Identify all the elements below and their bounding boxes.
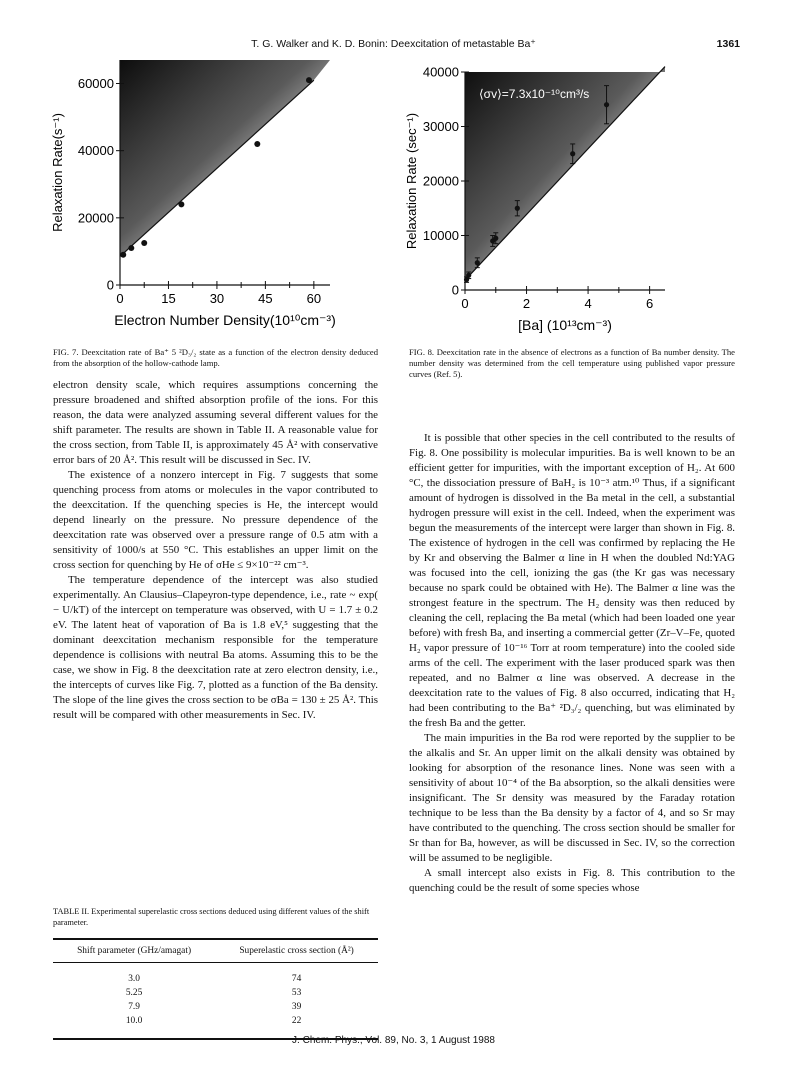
shaded-background — [120, 60, 330, 256]
y-tick-label: 30000 — [422, 119, 459, 134]
fig8-caption: FIG. 8. Deexcitation rate in the absence of electrons as a function of Ba number density. The number density was determined from the cell temperature using published vapor pressure curves (Ref. 5). — [409, 347, 735, 379]
x-tick-label: 6 — [645, 296, 654, 311]
table-cell: 39 — [291, 1002, 302, 1012]
figure-8 — [400, 62, 720, 337]
x-tick-label: 2 — [522, 296, 531, 311]
x-tick-label: 0 — [461, 296, 469, 311]
table-cell: 74 — [291, 974, 302, 984]
data-point — [515, 206, 520, 211]
table-cell: 10.0 — [125, 1016, 143, 1026]
data-point — [128, 245, 134, 251]
y-tick-label: 40000 — [422, 64, 459, 80]
data-point — [493, 236, 498, 241]
y-axis-label: Relaxation Rate(s⁻¹) — [50, 113, 65, 232]
y-tick-label: 20000 — [77, 210, 114, 226]
chart-annotation: ⟨σv⟩=7.3x10⁻¹⁰cm³/s — [479, 87, 590, 101]
data-point — [306, 77, 312, 83]
table-row — [53, 986, 378, 1000]
x-axis-label: Electron Number Density(10¹⁰cm⁻³) — [114, 312, 336, 328]
table-ii — [53, 906, 378, 1040]
x-axis-label: [Ba] (10¹³cm⁻³) — [518, 317, 612, 333]
table-caption: TABLE II. Experimental superelastic cross sections deduced using different values of the shift parameter. — [53, 907, 370, 927]
left-paragraph-1: electron density scale, which requires assumptions concerning the pressure broadened and shifted absorption profile of the ions. For this reason, the data were analyzed assuming several different values for the shift parameter. The results are shown in Table II. A reasonable value for the cross section, from Table II, is approximately 45 Å² with conservative error bars of 20 Å². This result will be discussed in Sec. IV. — [53, 379, 378, 466]
y-tick-label: 10000 — [422, 228, 459, 243]
table-row — [53, 963, 378, 987]
data-point — [475, 260, 480, 265]
running-header — [0, 38, 787, 54]
left-column — [53, 378, 378, 723]
table-cell: 22 — [291, 1016, 302, 1026]
x-tick-label: 45 — [258, 291, 273, 306]
journal-footer: J. Chem. Phys., Vol. 89, No. 3, 1 August 1988 — [292, 1035, 495, 1046]
y-tick-label: 60000 — [77, 76, 114, 92]
right-column — [409, 431, 735, 896]
left-paragraph-3: The temperature dependence of the intercept was also studied experimentally. An Clausius–Clapeyron-type dependence, i.e., rate ~ exp( − U/kT) of the intercept on temperature was observed, with U = 1.7 ± 0.2 eV. The latent heat of vaporation of Ba is 1.8 eV,⁵ suggesting that the dominant deexcitation mechanism responsible for the temperature dependence is collisions with neutral Ba atoms. Assuming this to be the case, we show in Fig. 8 the deexcitation rate at zero electron density, i.e., the intercepts of curves like Fig. 7, plotted as a function of the Ba density. The slope of the line gives the cross section to be σBa = 130 ± 25 Å². This result will be compared with other measurements in Sec. IV. — [53, 574, 378, 721]
y-tick-label: 20000 — [422, 173, 459, 189]
data-point — [466, 273, 471, 278]
x-tick-label: 4 — [584, 296, 592, 311]
running-title: T. G. Walker and K. D. Bonin: Deexcitation of metastable Ba⁺ — [251, 38, 536, 50]
table-cell: 5.25 — [125, 988, 143, 998]
data-point — [178, 201, 184, 207]
y-axis-label: Relaxation Rate (sec⁻¹) — [404, 112, 419, 250]
page-number: 1361 — [716, 38, 740, 50]
y-tick-label: 0 — [451, 282, 459, 298]
table-cell: 53 — [291, 988, 302, 998]
table-header: Shift parameter (GHz/amagat) — [53, 939, 215, 963]
fig8-chart — [400, 62, 720, 337]
data-point — [120, 252, 126, 258]
right-paragraph-1: It is possible that other species in the cell contributed to the results of Fig. 8. One possibility is molecular impurities. Ba is well known to be an efficient getter for impurities, with the important exception of H₂. At 600 °C, the dissociation pressure of BaH₂ is 10⁻³ atm.¹⁰ Thus, if a significant amount of hydrogen is dissolved in the Ba metal in the cell, a substantial hydrogen pressure will exist in the cell. Indeed, when the experiment was begun the measurements of the intercept were larger than shown in Fig. 8. The existence of hydrogen in the cell was confirmed by replacing the He by Kr and observing the Balmer α line in H when the doubled Nd:YAG was focused into the cell, ionizing the gas (the Kr gas was necessary because no spark could be obtained with He). The Balmer α line was the strongest feature in the spectrum. The H₂ density was then reduced by cleaning the cell, replacing the Ba metal (which had been loaded one year before) with fresh Ba, and inserting a commercial getter (Zr–V–Fe, quoted H₂ vapor pressure of 10⁻¹⁶ Torr at room temperature) into the cooled side arms of the cell. The experiment with the laser produced spark was then repeated, and no Balmer α line was observed. A decrease in the deexcitation rate to the values of Fig. 8 also occurred, indicating that H₂ had been contributing to the Ba⁺ ²D₃/₂ quenching, but was eliminated by the fresh Ba and the getter. — [409, 432, 735, 729]
table-cell: 7.9 — [128, 1002, 140, 1012]
right-paragraph-2: The main impurities in the Ba rod were reported by the supplier to be the alkalis and Sr. An upper limit on the alkali density was obtained by looking for absorption of the resonance lines. None was seen with a sensitivity of about 10⁻⁴ of the Ba absorption, so the alkali densities were insignificant. The Sr density was measured by the Faraday rotation technique to be less than the Ba density by a factor of 4, and so Sr may have contributed to the quenching. The cross section should be smaller for Sr than for Ba, however, as will be discussed in Sec. IV, so the correction will be assumed to be negligible. — [409, 732, 735, 864]
x-tick-label: 15 — [161, 291, 176, 306]
x-tick-label: 0 — [116, 291, 124, 306]
data-point — [254, 141, 260, 147]
left-paragraph-2: The existence of a nonzero intercept in Fig. 7 suggests that some quenching process from atoms or molecules in the vapor contributed to the deexcitation. If the quenching species is He, the intercept would depend linearly on the pressure. No pressure dependence of the deexcitation rate was observed over a pressure range of 0.5 atm with a sensitivity of 1000/s at 550 °C. This establishes an upper limit on the cross section for quenching by He of σHe ≤ 9×10⁻²² cm⁻³. — [53, 469, 378, 571]
table-body — [53, 938, 378, 1038]
table-cell: 3.0 — [128, 974, 140, 984]
table-header: Superelastic cross section (Å²) — [215, 939, 378, 963]
fig7-caption: FIG. 7. Deexcitation rate of Ba⁺ 5 ²D₃/₂ state as a function of the electron density deduced from the absorption of the hollow-cathode lamp. — [53, 347, 378, 368]
data-point — [604, 102, 609, 107]
data-point — [570, 151, 575, 156]
data-point — [141, 240, 147, 246]
figure-7 — [40, 60, 370, 335]
table-row — [53, 1000, 378, 1014]
x-tick-label: 30 — [209, 291, 225, 306]
fig7-chart — [40, 60, 370, 335]
x-tick-label: 60 — [306, 291, 322, 306]
right-paragraph-3: A small intercept also exists in Fig. 8. This contribution to the quenching could be the result of some species whose — [409, 867, 735, 894]
y-tick-label: 0 — [106, 277, 114, 293]
y-tick-label: 40000 — [77, 143, 114, 159]
